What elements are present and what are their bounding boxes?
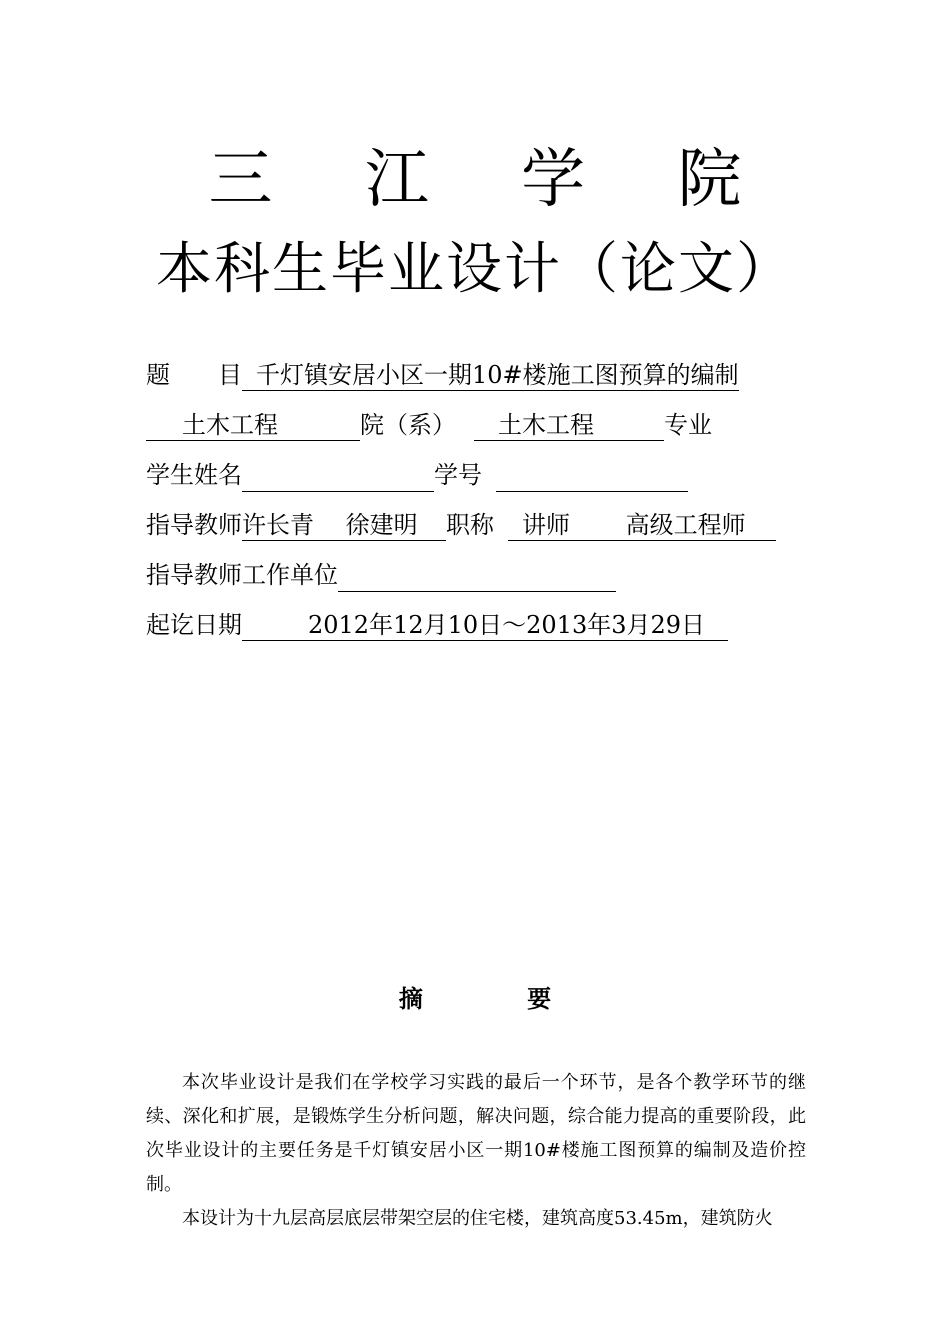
major-label: 专业 [664,411,712,439]
topic-value: 千灯镇安居小区一期10#楼施工图预算的编制 [242,360,739,391]
advisor-unit-label: 指导教师工作单位 [146,561,338,589]
date-label: 起讫日期 [146,611,242,639]
college-label: 院（系） [360,411,456,439]
major-value: 土木工程 [474,410,664,441]
topic-label: 题 目 [146,361,242,389]
date-row [146,608,728,642]
abstract-paragraph: 本次毕业设计是我们在学校学习实践的最后一个环节，是各个教学环节的继续、深化和扩展，是锻炼学生分析问题，解决问题，综合能力提高的重要阶段，此次毕业设计的主要任务是千灯镇安居小区一期10#楼施工图预算的编制及造价控制。 [146,1072,806,1195]
student-id-value [496,462,688,492]
advisor-unit-row [146,558,616,592]
abstract-heading: 摘 要 [398,984,600,1013]
department-row [146,408,712,442]
school-name: 三 江 学 院 [208,143,778,217]
advisor-label: 指导教师 [146,511,242,539]
topic-row [146,358,739,392]
advisor-unit-value [338,562,616,592]
abstract-paragraph: 本设计为十九层高层底层带架空层的住宅楼，建筑高度53.45m，建筑防火 [182,1208,773,1229]
date-value: 2012年12月10日～2013年3月29日 [242,610,728,641]
college-value: 土木工程 [146,410,360,441]
abstract-body [146,1066,806,1236]
advisor-title-value: 讲师 高级工程师 [508,510,776,541]
student-name-value [242,462,434,492]
advisor-row [146,508,776,542]
student-id-label: 学号 [434,461,482,489]
advisor-title-label: 职称 [446,511,494,539]
advisor-value: 许长青 徐建明 [242,510,446,541]
student-name-label: 学生姓名 [146,461,242,489]
thesis-type-title: 本科生毕业设计（论文） [156,237,794,302]
student-row [146,458,688,492]
